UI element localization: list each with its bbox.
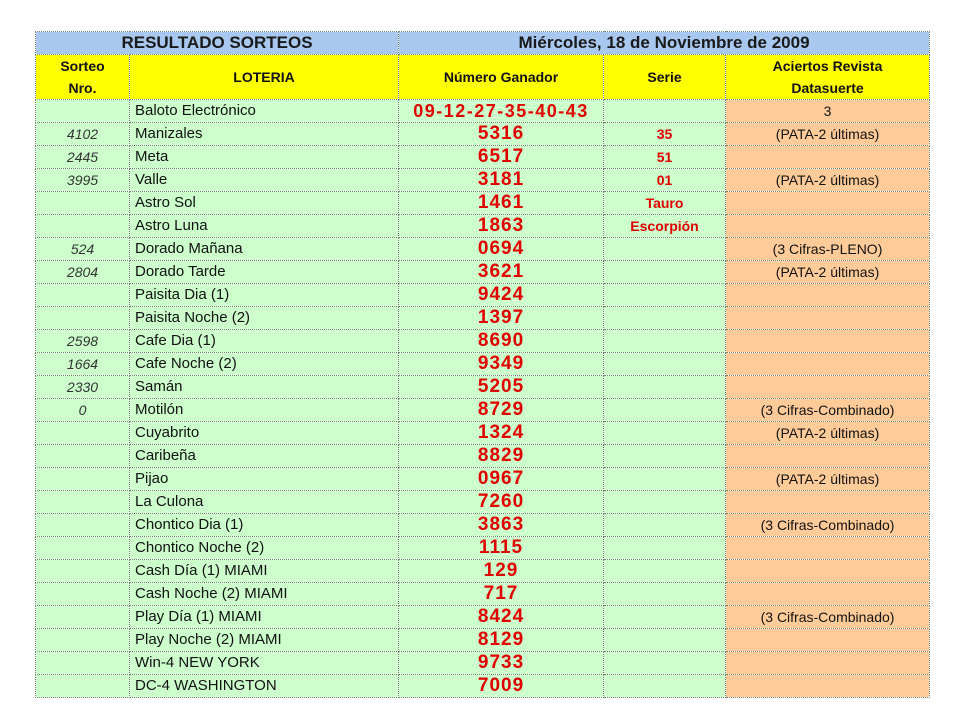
sorteo-cell: 4102 [36,123,130,146]
aciertos-cell [726,307,930,330]
serie-cell [604,445,726,468]
col-header-aciertos-text: Aciertos Revista Datasuerte [772,58,883,96]
aciertos-cell [726,215,930,238]
sorteo-cell: 3995 [36,169,130,192]
serie-cell [604,514,726,537]
column-header-row [36,55,930,100]
table-row [36,652,930,675]
col-header-sorteo-text: Sorteo Nro. [60,58,105,96]
serie-cell [604,376,726,399]
numero-cell: 7260 [399,491,604,514]
serie-cell [604,330,726,353]
table-row [36,422,930,445]
numero-cell: 9424 [399,284,604,307]
serie-cell [604,652,726,675]
aciertos-cell [726,445,930,468]
loteria-cell: Dorado Mañana [130,238,399,261]
sorteo-cell [36,629,130,652]
sorteo-cell: 2598 [36,330,130,353]
numero-cell: 8129 [399,629,604,652]
aciertos-cell [726,376,930,399]
loteria-cell: Baloto Electrónico [130,100,399,123]
table-row [36,307,930,330]
serie-cell [604,399,726,422]
loteria-cell: DC-4 WASHINGTON [130,675,399,698]
serie-cell [604,422,726,445]
col-header-sorteo [36,55,130,100]
numero-cell: 8729 [399,399,604,422]
table-row [36,376,930,399]
numero-cell: 5205 [399,376,604,399]
table-row [36,123,930,146]
aciertos-cell [726,537,930,560]
aciertos-cell: (3 Cifras-Combinado) [726,514,930,537]
numero-cell: 8690 [399,330,604,353]
loteria-cell: Dorado Tarde [130,261,399,284]
aciertos-cell [726,353,930,376]
numero-cell: 3621 [399,261,604,284]
sorteo-cell [36,468,130,491]
col-header-serie: Serie [604,55,726,100]
serie-cell: 01 [604,169,726,192]
serie-cell [604,675,726,698]
aciertos-cell: (PATA-2 últimas) [726,468,930,491]
serie-cell [604,537,726,560]
sorteo-cell: 2445 [36,146,130,169]
table-row [36,468,930,491]
numero-cell: 129 [399,560,604,583]
table-row [36,100,930,123]
col-header-aciertos [726,55,930,100]
sorteo-cell [36,307,130,330]
table-row [36,146,930,169]
sorteo-cell [36,560,130,583]
table-row [36,399,930,422]
aciertos-cell: 3 [726,100,930,123]
numero-cell: 1863 [399,215,604,238]
numero-cell: 1461 [399,192,604,215]
table-row [36,215,930,238]
numero-cell: 1115 [399,537,604,560]
table-row [36,169,930,192]
serie-cell [604,583,726,606]
numero-cell: 1324 [399,422,604,445]
numero-cell: 0967 [399,468,604,491]
serie-cell [604,238,726,261]
loteria-cell: Play Día (1) MIAMI [130,606,399,629]
loteria-cell: Astro Luna [130,215,399,238]
numero-cell: 717 [399,583,604,606]
numero-cell: 3181 [399,169,604,192]
loteria-cell: Cash Noche (2) MIAMI [130,583,399,606]
numero-cell: 9349 [399,353,604,376]
title-row [36,32,930,55]
aciertos-cell: (PATA-2 últimas) [726,169,930,192]
loteria-cell: Play Noche (2) MIAMI [130,629,399,652]
sorteo-cell [36,422,130,445]
serie-cell [604,353,726,376]
loteria-cell: Cafe Noche (2) [130,353,399,376]
sorteo-cell [36,675,130,698]
aciertos-cell: (3 Cifras-Combinado) [726,399,930,422]
table-row [36,445,930,468]
loteria-cell: Win-4 NEW YORK [130,652,399,675]
serie-cell: Escorpión [604,215,726,238]
loteria-cell: Chontico Noche (2) [130,537,399,560]
table-row [36,284,930,307]
serie-cell [604,100,726,123]
numero-cell: 6517 [399,146,604,169]
aciertos-cell [726,284,930,307]
sorteo-cell [36,100,130,123]
aciertos-cell [726,652,930,675]
loteria-cell: Cafe Dia (1) [130,330,399,353]
loteria-cell: Paisita Dia (1) [130,284,399,307]
serie-cell [604,284,726,307]
serie-cell [604,491,726,514]
numero-cell: 9733 [399,652,604,675]
loteria-cell: Valle [130,169,399,192]
sorteo-cell: 0 [36,399,130,422]
col-header-loteria: LOTERIA [130,55,399,100]
loteria-cell: Manizales [130,123,399,146]
aciertos-cell: (3 Cifras-PLENO) [726,238,930,261]
serie-cell [604,307,726,330]
numero-cell: 3863 [399,514,604,537]
sorteo-cell [36,606,130,629]
sorteo-cell [36,192,130,215]
table-row [36,537,930,560]
sorteo-cell [36,491,130,514]
sorteo-cell [36,215,130,238]
loteria-cell: Samán [130,376,399,399]
results-table [35,31,930,698]
loteria-cell: Meta [130,146,399,169]
draw-date: Miércoles, 18 de Noviembre de 2009 [399,32,930,55]
loteria-cell: Cuyabrito [130,422,399,445]
aciertos-cell: (PATA-2 últimas) [726,261,930,284]
loteria-cell: Motilón [130,399,399,422]
aciertos-cell [726,583,930,606]
serie-cell [604,468,726,491]
sorteo-cell [36,652,130,675]
aciertos-cell [726,629,930,652]
aciertos-cell [726,491,930,514]
numero-cell: 7009 [399,675,604,698]
aciertos-cell [726,146,930,169]
aciertos-cell: (PATA-2 últimas) [726,422,930,445]
table-row [36,675,930,698]
aciertos-cell [726,675,930,698]
loteria-cell: Astro Sol [130,192,399,215]
aciertos-cell [726,330,930,353]
numero-cell: 0694 [399,238,604,261]
numero-cell: 5316 [399,123,604,146]
numero-cell: 1397 [399,307,604,330]
table-row [36,491,930,514]
loteria-cell: Chontico Dia (1) [130,514,399,537]
sorteo-cell: 524 [36,238,130,261]
page-title: RESULTADO SORTEOS [36,32,399,55]
serie-cell [604,629,726,652]
sorteo-cell: 1664 [36,353,130,376]
table-row [36,629,930,652]
loteria-cell: La Culona [130,491,399,514]
serie-cell: 51 [604,146,726,169]
serie-cell: Tauro [604,192,726,215]
table-row [36,514,930,537]
loteria-cell: Caribeña [130,445,399,468]
sorteo-cell: 2804 [36,261,130,284]
table-row [36,192,930,215]
table-row [36,261,930,284]
aciertos-cell: (3 Cifras-Combinado) [726,606,930,629]
sorteo-cell [36,537,130,560]
numero-cell: 8424 [399,606,604,629]
loteria-cell: Paisita Noche (2) [130,307,399,330]
serie-cell [604,261,726,284]
table-row [36,583,930,606]
sorteo-cell: 2330 [36,376,130,399]
numero-cell: 8829 [399,445,604,468]
aciertos-cell [726,560,930,583]
aciertos-cell: (PATA-2 últimas) [726,123,930,146]
table-row [36,353,930,376]
numero-cell: 09-12-27-35-40-43 [399,100,604,123]
loteria-cell: Cash Día (1) MIAMI [130,560,399,583]
table-row [36,238,930,261]
col-header-numero: Número Ganador [399,55,604,100]
table-row [36,560,930,583]
serie-cell [604,606,726,629]
serie-cell [604,560,726,583]
table-row [36,606,930,629]
table-row [36,330,930,353]
aciertos-cell [726,192,930,215]
serie-cell: 35 [604,123,726,146]
loteria-cell: Pijao [130,468,399,491]
sorteo-cell [36,514,130,537]
sorteo-cell [36,445,130,468]
sorteo-cell [36,583,130,606]
sorteo-cell [36,284,130,307]
